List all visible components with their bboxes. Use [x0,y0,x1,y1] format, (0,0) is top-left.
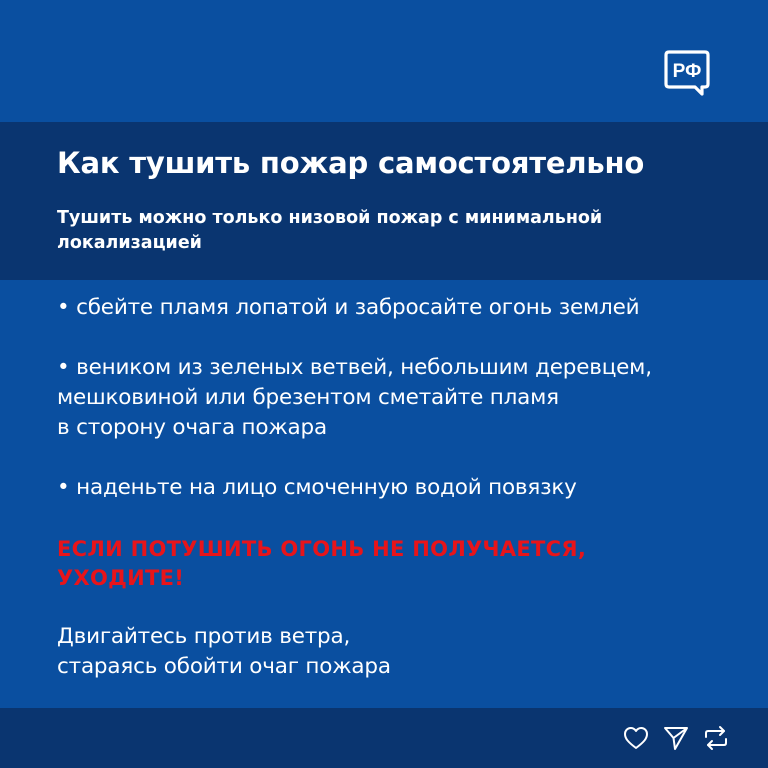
bullet-item: • сбейте пламя лопатой и забросайте огонь землей [57,295,640,320]
closing-text: Двигайтесь против ветра, стараясь обойти очаг пожара [57,624,391,679]
rf-logo [664,50,710,96]
footer-band [0,708,768,768]
heart-icon[interactable] [622,724,650,752]
bullet-item: • наденьте на лицо смоченную водой повязку [57,475,577,500]
bullet-item: • веником из зеленых ветвей, небольшим деревцем, мешковиной или брезентом сметайте пламя в сторону очага пожара [57,355,652,440]
repost-icon[interactable] [702,724,730,752]
page-title: Как тушить пожар самостоятельно [57,146,645,180]
send-icon[interactable] [662,724,690,752]
logo-text: РФ [672,61,702,82]
page-subtitle: Тушить можно только низовой пожар с минимальной локализацией [57,208,603,253]
warning-text: ЕСЛИ ПОТУШИТЬ ОГОНЬ НЕ ПОЛУЧАЕТСЯ, УХОДИТЕ! [57,537,587,590]
